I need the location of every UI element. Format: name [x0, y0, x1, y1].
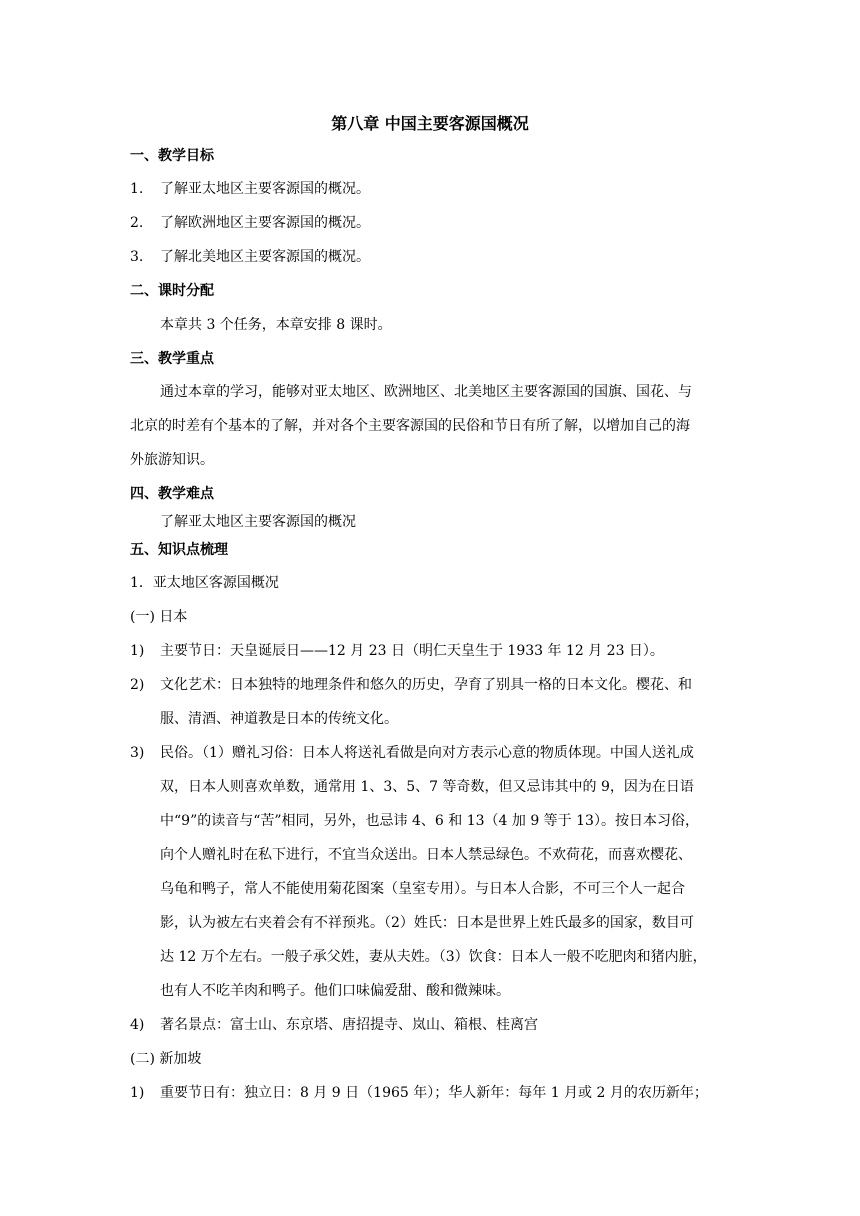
- list-item: [130, 1083, 708, 1103]
- list-item: [130, 213, 370, 233]
- section-heading-hours: 二、课时分配: [130, 283, 214, 299]
- chapter-title: 第八章 中国主要客源国概况: [331, 114, 529, 133]
- item-text: 文化艺术：日本独特的地理条件和悠久的历史，孕育了别具一格的日本文化。樱花、和: [160, 677, 692, 693]
- list-item: [130, 1015, 538, 1035]
- item-number: 4): [130, 1017, 145, 1033]
- item-text: 主要节日：天皇诞辰日——12 月 23 日（明仁天皇生于 1933 年 12 月 23 日）。: [160, 643, 664, 659]
- item-number: 1): [130, 643, 145, 659]
- item-number: 1): [130, 1085, 145, 1101]
- item-text-cont: 乌龟和鸭子，常人不能使用菊花图案（皇室专用）。与日本人合影，不可三个人一起合: [160, 881, 685, 897]
- item-text-cont: 双，日本人则喜欢单数，通常用 1、3、5、7 等奇数，但又忌讳其中的 9，因为在日语: [160, 779, 694, 795]
- item-text-cont: 影，认为被左右夹着会有不祥预兆。（2）姓氏：日本是世界上姓氏最多的国家，数目可: [160, 915, 694, 931]
- list-item: [130, 179, 370, 199]
- item-text: 了解亚太地区主要客源国的概况。: [160, 181, 370, 197]
- paragraph: 了解亚太地区主要客源国的概况: [160, 514, 356, 530]
- list-item: [130, 641, 664, 661]
- paragraph-line: 通过本章的学习，能够对亚太地区、欧洲地区、北美地区主要客源国的国旗、国花、与: [160, 384, 692, 400]
- section-heading-difficulties: 四、教学难点: [130, 486, 214, 502]
- paragraph-line: 北京的时差有个基本的了解，并对各个主要客源国的民俗和节日有所了解，以增加自己的海: [130, 418, 690, 434]
- item-text: 著名景点：富士山、东京塔、唐招提寺、岚山、箱根、桂离宫: [160, 1017, 538, 1033]
- item-number: 3.: [130, 249, 144, 265]
- item-number: 2): [130, 677, 145, 693]
- item-text-cont: 服、清酒、神道教是日本的传统文化。: [160, 711, 398, 727]
- item-text: 了解欧洲地区主要客源国的概况。: [160, 215, 370, 231]
- list-item: [130, 743, 694, 763]
- item-text-cont: 达 12 万个左右。一般子承父姓，妻从夫姓。（3）饮食：日本人一般不吃肥肉和猪内脏，: [160, 949, 707, 965]
- section-heading-knowledge: 五、知识点梳理: [130, 542, 228, 558]
- section-heading-key-points: 三、教学重点: [130, 351, 214, 367]
- item-text: 民俗。（1）赠礼习俗：日本人将送礼看做是向对方表示心意的物质体现。中国人送礼成: [160, 745, 694, 761]
- item-text-cont: 向个人赠礼时在私下进行，不宜当众送出。日本人禁忌绿色。不欢荷花，而喜欢樱花、: [160, 847, 692, 863]
- paragraph-line: 外旅游知识。: [130, 452, 214, 468]
- item-text-cont: 中“9”的读音与“苦”相同，另外，也忌讳 4、6 和 13（4 加 9 等于 13）。按日本习俗，: [160, 813, 699, 829]
- item-number: 1.: [130, 181, 144, 197]
- section-heading-objectives: 一、教学目标: [130, 148, 214, 164]
- item-text: 了解北美地区主要客源国的概况。: [160, 249, 370, 265]
- subsection-title: 1．亚太地区客源国概况: [130, 575, 279, 591]
- item-text: 重要节日有：独立日：8 月 9 日（1965 年）；华人新年：每年 1 月或 2 月的农历新年；: [160, 1085, 708, 1101]
- item-number: 2.: [130, 215, 144, 231]
- country-label-japan: (一) 日本: [130, 609, 188, 625]
- item-number: 3): [130, 745, 145, 761]
- item-text-cont: 也有人不吃羊肉和鸭子。他们口味偏爱甜、酸和微辣味。: [160, 983, 510, 999]
- list-item: [130, 247, 370, 267]
- paragraph: 本章共 3 个任务，本章安排 8 课时。: [160, 317, 392, 333]
- country-label-singapore: (二) 新加坡: [130, 1051, 202, 1067]
- list-item: [130, 675, 692, 695]
